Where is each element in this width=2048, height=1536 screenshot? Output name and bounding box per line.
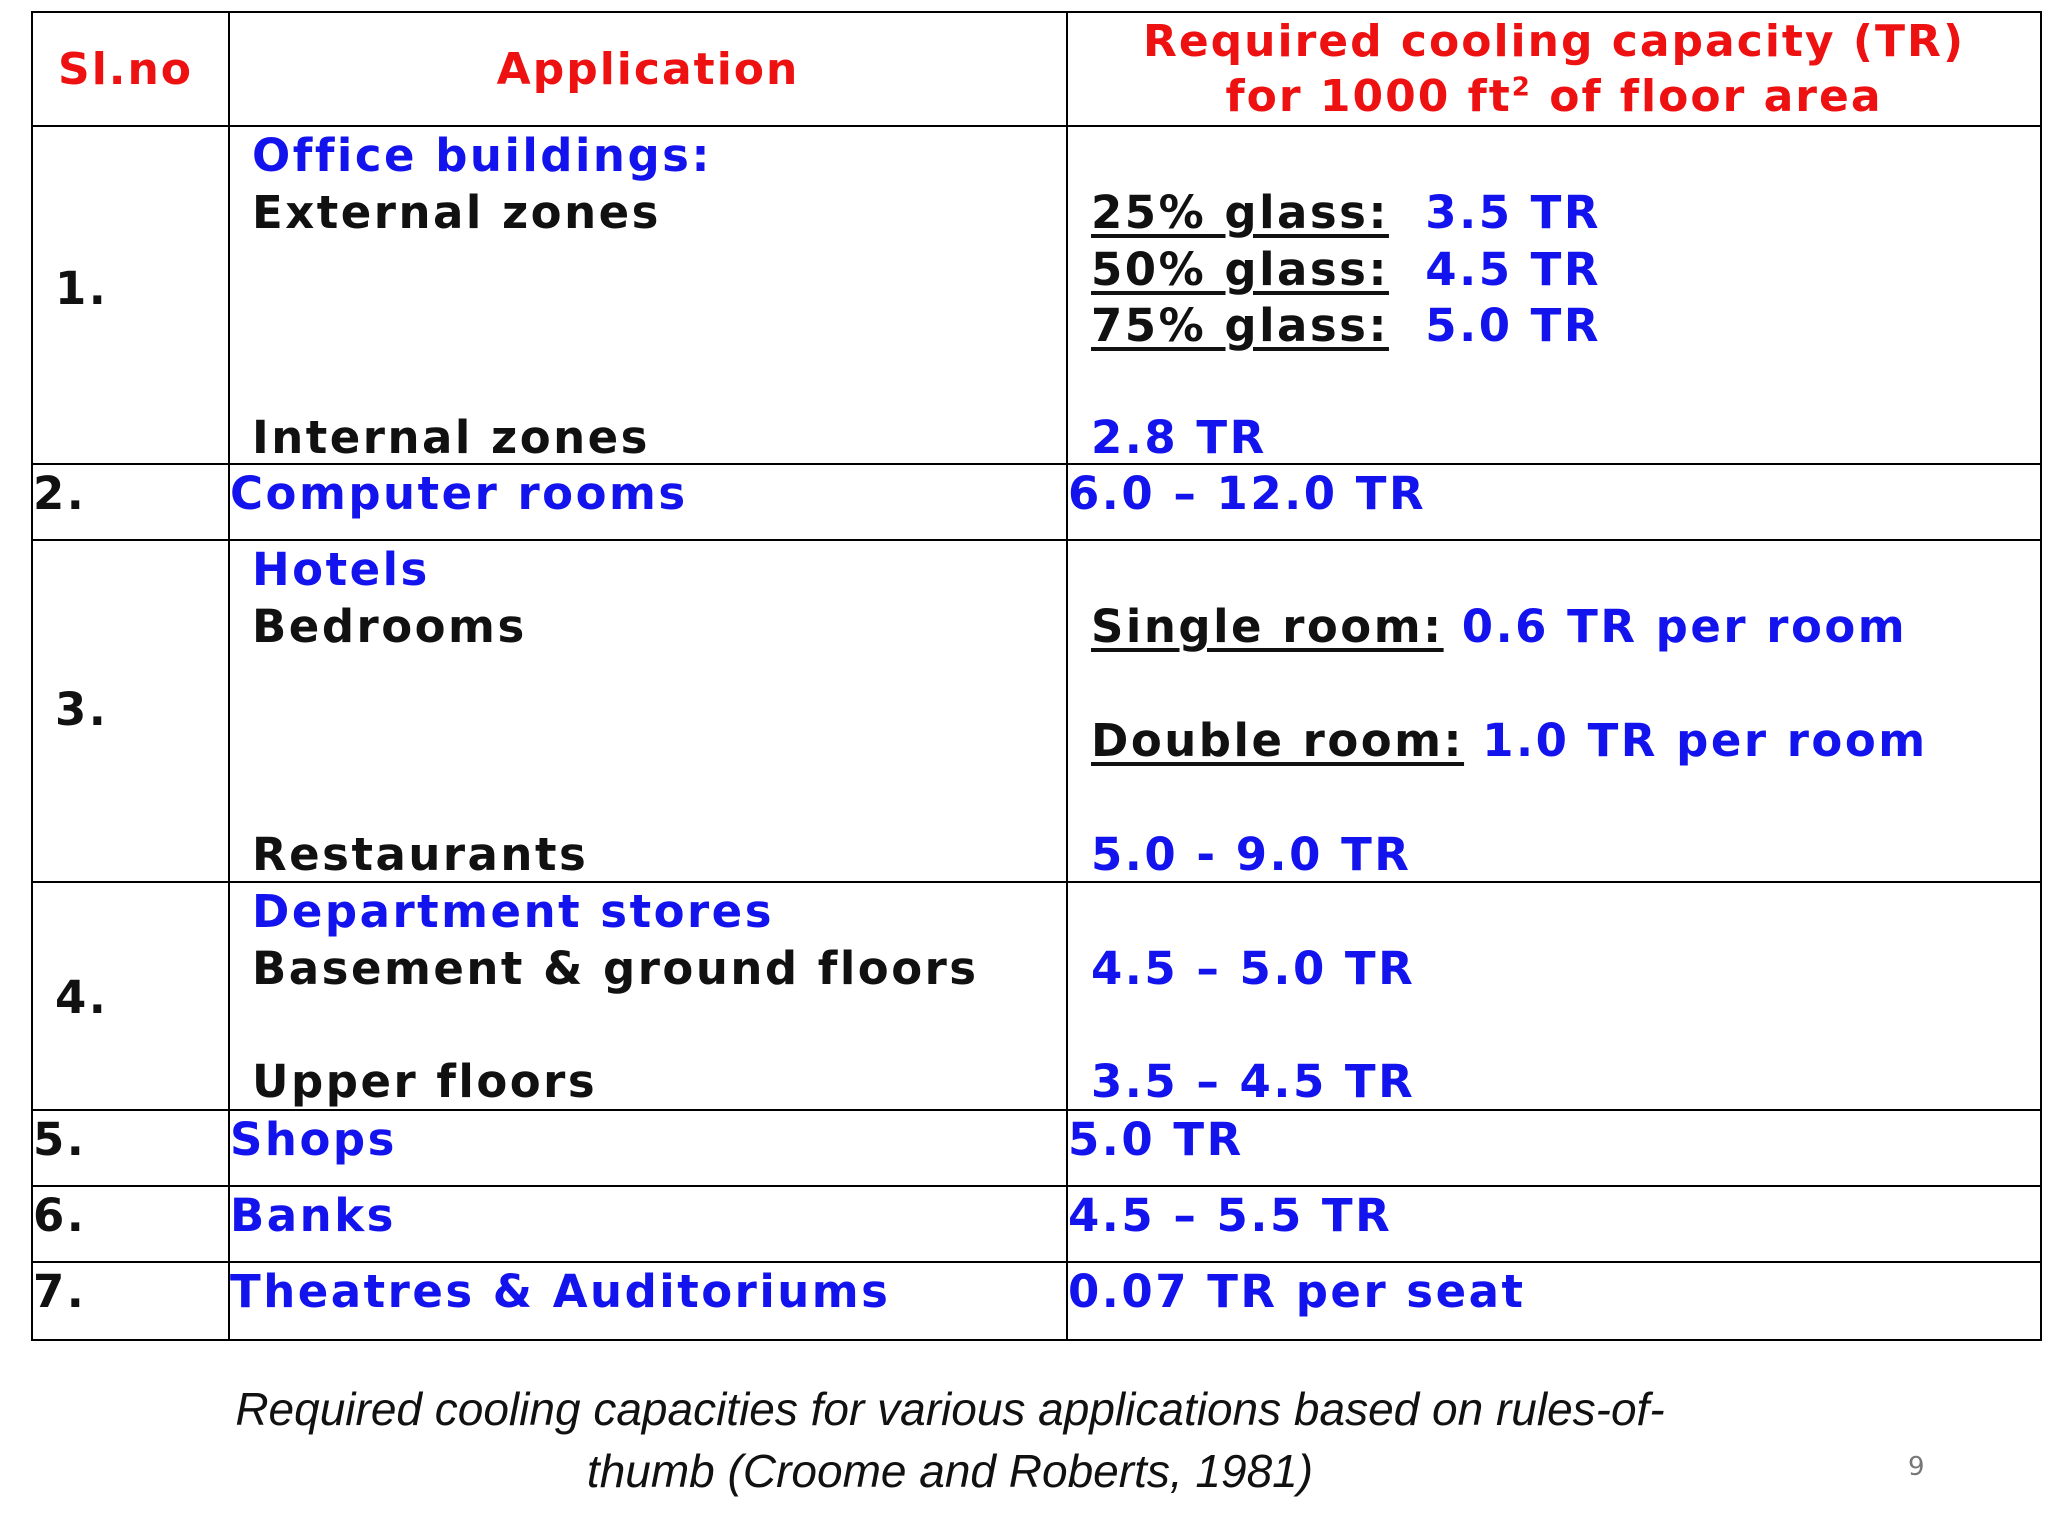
glass-entry bbox=[1091, 297, 1601, 354]
application-label: Restaurants bbox=[252, 828, 589, 881]
table-row bbox=[32, 882, 2041, 1110]
capacity-value: 6.0 – 12.0 TR bbox=[1067, 464, 2041, 540]
application-cell bbox=[229, 126, 1067, 464]
application-label: Theatres & Auditoriums bbox=[229, 1262, 1067, 1340]
application-label: Bedrooms bbox=[252, 600, 527, 653]
application-cell bbox=[229, 882, 1067, 1110]
glass-label: 75% glass: bbox=[1091, 299, 1389, 352]
cooling-capacity-table bbox=[31, 11, 2042, 1341]
table-header-row bbox=[32, 12, 2041, 126]
table-caption bbox=[150, 1378, 1750, 1502]
capacity-cell bbox=[1067, 540, 2041, 882]
header-capacity-sup: 2 bbox=[1511, 72, 1532, 103]
capacity-value: 5.0 TR bbox=[1067, 1110, 2041, 1186]
row-number: 5. bbox=[32, 1110, 229, 1186]
category-label: Office buildings: bbox=[252, 129, 712, 182]
application-cell bbox=[229, 540, 1067, 882]
category-label: Department stores bbox=[252, 885, 774, 938]
table-row bbox=[32, 1110, 2041, 1186]
application-label: Shops bbox=[229, 1110, 1067, 1186]
row-number: 2. bbox=[32, 464, 229, 540]
application-label: Banks bbox=[229, 1186, 1067, 1262]
header-capacity-line1: Required cooling capacity (TR) bbox=[1142, 16, 1966, 67]
capacity-cell bbox=[1067, 126, 2041, 464]
glass-entry bbox=[1091, 241, 1601, 298]
application-label: Basement & ground floors bbox=[252, 942, 979, 995]
page-number: 9 bbox=[1908, 1452, 1925, 1482]
table-row bbox=[32, 464, 2041, 540]
room-label: Single room: bbox=[1091, 600, 1444, 653]
row-number: 3. bbox=[55, 683, 109, 736]
header-capacity bbox=[1067, 12, 2041, 126]
capacity-value: 4.5 – 5.5 TR bbox=[1067, 1186, 2041, 1262]
caption-line-1: Required cooling capacities for various applications based on rules-of- bbox=[235, 1383, 1665, 1435]
row-number: 6. bbox=[32, 1186, 229, 1262]
category-label: Hotels bbox=[252, 543, 430, 596]
row-number: 4. bbox=[55, 971, 109, 1024]
application-label: Internal zones bbox=[252, 411, 650, 464]
room-value: 1.0 TR per room bbox=[1482, 714, 1928, 767]
table-row bbox=[32, 126, 2041, 464]
capacity-value: 4.5 – 5.0 TR bbox=[1091, 942, 1416, 995]
table-row bbox=[32, 1186, 2041, 1262]
glass-label: 50% glass: bbox=[1091, 243, 1389, 296]
header-sl-no: Sl.no bbox=[32, 12, 229, 126]
glass-value: 5.0 TR bbox=[1425, 299, 1602, 352]
table-row bbox=[32, 540, 2041, 882]
header-capacity-line2-pre: for 1000 ft bbox=[1225, 71, 1512, 122]
capacity-value: 5.0 - 9.0 TR bbox=[1091, 828, 1412, 881]
row-number-cell bbox=[32, 540, 229, 882]
header-application: Application bbox=[229, 12, 1067, 126]
capacity-value: 2.8 TR bbox=[1091, 411, 1267, 464]
capacity-value: 3.5 – 4.5 TR bbox=[1091, 1055, 1416, 1108]
row-number-cell bbox=[32, 882, 229, 1110]
room-entry bbox=[1091, 712, 1928, 769]
glass-entry bbox=[1091, 184, 1601, 241]
application-label: External zones bbox=[252, 186, 661, 239]
capacity-cell bbox=[1067, 882, 2041, 1110]
glass-value: 4.5 TR bbox=[1425, 243, 1602, 296]
capacity-value: 0.07 TR per seat bbox=[1067, 1262, 2041, 1340]
row-number: 7. bbox=[32, 1262, 229, 1340]
application-label: Computer rooms bbox=[229, 464, 1067, 540]
room-label: Double room: bbox=[1091, 714, 1465, 767]
room-entry bbox=[1091, 598, 1907, 655]
table-row bbox=[32, 1262, 2041, 1340]
row-number: 1. bbox=[55, 262, 109, 315]
glass-label: 25% glass: bbox=[1091, 186, 1389, 239]
glass-value: 3.5 TR bbox=[1425, 186, 1602, 239]
application-label: Upper floors bbox=[252, 1055, 598, 1108]
row-number-cell bbox=[32, 126, 229, 464]
room-value: 0.6 TR per room bbox=[1461, 600, 1908, 653]
header-capacity-line2-post: of floor area bbox=[1531, 71, 1883, 122]
caption-line-2: thumb (Croome and Roberts, 1981) bbox=[586, 1445, 1314, 1497]
